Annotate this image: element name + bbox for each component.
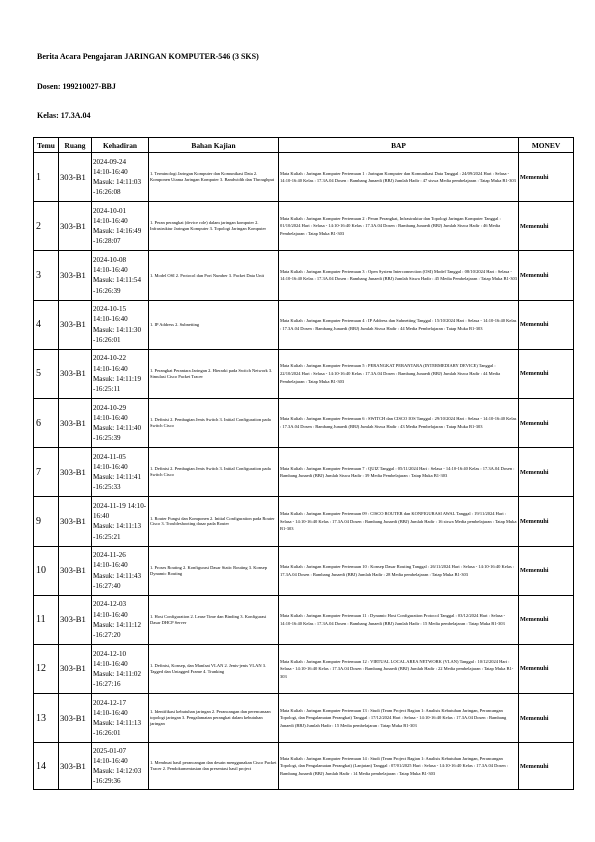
column-header-ruang: Ruang	[59, 138, 92, 153]
class-line: Kelas: 17.3A.04	[37, 111, 91, 120]
table-row	[34, 743, 574, 790]
cell-ruang: 303-B1	[59, 644, 92, 693]
cell-ruang: 303-B1	[59, 153, 92, 202]
cell-monev: Memenuhi	[519, 694, 574, 743]
cell-bap: Mata Kuliah : Jaringan Komputer Pertemuan 12 : VIRTUAL LOCAL AREA NETWORK (VLAN) Tanggal : 10/12/2024 Hari : Selasa - 14:10-16:40 Kelas : 17.3A.04 Dosen : Bambang Junaedi (BBJ) Jumlah Hadir : 22 Media pembelajaran : Tatap Muka B1-303	[279, 644, 519, 693]
cell-bap: Mata Kuliah : Jaringan Komputer Pertemuan 09 : CISCO ROUTER dan KONFIGURASI AWAL Tanggal : 19/11/2024 Hari : Selasa - 14:10-16:40 Kelas : 17.3A.04 Dosen : Bambang Junaedi (BBJ) Jumlah Hadir : 16 siswa Media pembelajaran : Tatap Muka B1-303	[279, 497, 519, 546]
cell-monev: Memenuhi	[519, 448, 574, 497]
cell-temu: 6	[34, 398, 59, 447]
cell-bap: Mata Kuliah : Jaringan Komputer Pertemuan 13 : Studi (Team Project Bagian 1: Analisis Kebutuhan Jaringan, Perancangan Topologi, dan Pengalamatan Perangkat) Tanggal : 17/12/2024 Hari : Selasa - 14:10-16:40 Kelas : 17.3A.04 Dosen : Bambang Junaedi (BBJ) Jumlah Hadir : 15 Media pembelajaran : Tatap Muka B1-303	[279, 694, 519, 743]
cell-bahan-kajian: 1. Proses Routing 2. Konfigurasi Dasar Static Routing 3. Konsep Dynamic Routing	[149, 546, 279, 595]
cell-ruang: 303-B1	[59, 694, 92, 743]
cell-ruang: 303-B1	[59, 202, 92, 251]
cell-bahan-kajian: 1. Model OSI 2. Protocol dan Port Number 3. Packet Data Unit	[149, 251, 279, 300]
table-row	[34, 153, 574, 202]
cell-ruang: 303-B1	[59, 251, 92, 300]
cell-temu: 9	[34, 497, 59, 546]
cell-kehadiran: 2024-10-15 14:10-16:40 Masuk: 14:11:30 -16:26:01	[92, 300, 149, 349]
cell-bahan-kajian: 1. Router Fungsi dan Komponen 2. Initial Configuration pada Router Cisco 3. Troubleshooting dasar pada Router	[149, 497, 279, 546]
cell-monev: Memenuhi	[519, 300, 574, 349]
cell-bap: Mata Kuliah : Jaringan Komputer Pertemuan 14 : Studi (Team Project Bagian 1: Analisis Kebutuhan Jaringan, Perancangan Topologi, dan Pengalamatan Perangkat) (Lanjutan) Tanggal : 07/01/2025 Hari : Selasa - 14:10-16:40 Kelas : 17.3A.04 Dosen : Bambang Junaedi (BBJ) Jumlah Hadir : 14 Media pembelajaran : Tatap Muka B1-303	[279, 743, 519, 790]
cell-monev: Memenuhi	[519, 644, 574, 693]
cell-ruang: 303-B1	[59, 497, 92, 546]
document-title: Berita Acara Pengajaran JARINGAN KOMPUTER-546 (3 SKS)	[37, 52, 259, 61]
table-row	[34, 546, 574, 595]
cell-kehadiran: 2025-01-07 14:10-16:40 Masuk: 14:12:03 -16:29:36	[92, 743, 149, 790]
table-row	[34, 694, 574, 743]
cell-kehadiran: 2024-10-22 14:10-16:40 Masuk: 14:11:19 -16:25:11	[92, 349, 149, 398]
cell-temu: 7	[34, 448, 59, 497]
column-header-temu: Temu	[34, 138, 59, 153]
cell-monev: Memenuhi	[519, 743, 574, 790]
cell-temu: 10	[34, 546, 59, 595]
cell-kehadiran: 2024-10-08 14:10-16:40 Masuk: 14:11:54 -16:26:39	[92, 251, 149, 300]
cell-kehadiran: 2024-12-17 14:10-16:40 Masuk: 14:11:13 -16:26:01	[92, 694, 149, 743]
cell-ruang: 303-B1	[59, 595, 92, 644]
table-row	[34, 251, 574, 300]
cell-ruang: 303-B1	[59, 448, 92, 497]
lecturer-line: Dosen: 199210027-BBJ	[37, 82, 116, 91]
cell-kehadiran: 2024-10-29 14:10-16:40 Masuk: 14:11:40 -16:25:39	[92, 398, 149, 447]
table-row	[34, 398, 574, 447]
cell-temu: 5	[34, 349, 59, 398]
teaching-record-table	[33, 137, 574, 790]
cell-monev: Memenuhi	[519, 497, 574, 546]
cell-ruang: 303-B1	[59, 743, 92, 790]
table-row	[34, 595, 574, 644]
cell-bap: Mata Kuliah : Jaringan Komputer Pertemuan 2 : Peran Perangkat, Infrastruktur dan Topologi Jaringan Komputer Tanggal : 01/10/2024 Hari : Selasa - 14:10-16:40 Kelas : 17.3A.04 Dosen : Bambang Junaedi (BBJ) Jumlah Siswa Hadir : 46 Media Pembelajaran : Tatap Muka B1-303	[279, 202, 519, 251]
cell-temu: 4	[34, 300, 59, 349]
cell-temu: 11	[34, 595, 59, 644]
cell-bahan-kajian: 1. Terminologi Jaringan Komputer dan Komunikasi Data 2. Komponen Utama Jaringan Komputer 3. Bandwidth dan Throughput	[149, 153, 279, 202]
cell-bahan-kajian: 1. Definisi 2. Pembagian Jenis Switch 3. Initial Configuration pada Switch Cisco	[149, 448, 279, 497]
cell-temu: 1	[34, 153, 59, 202]
column-header-kehadiran: Kehadiran	[92, 138, 149, 153]
cell-temu: 2	[34, 202, 59, 251]
table-row	[34, 349, 574, 398]
cell-kehadiran: 2024-10-01 14:10-16:40 Masuk: 14:16:49 -16:28:07	[92, 202, 149, 251]
cell-bahan-kajian: 1. Perangkat Perantara Jaringan 2. Hierarki pada Switch Network 3. Simulasi Cisco Packet Tracer	[149, 349, 279, 398]
cell-kehadiran: 2024-11-05 14:10-16:40 Masuk: 14:11:41 -16:25:33	[92, 448, 149, 497]
table-row	[34, 497, 574, 546]
cell-bahan-kajian: 1. Definisi, Konsep, dan Manfaat VLAN 2. Jenis-jenis VLAN 3. Tagged dan Untagged Frame 4. Trunking	[149, 644, 279, 693]
cell-kehadiran: 2024-12-10 14:10-16:40 Masuk: 14:11:02 -16:27:16	[92, 644, 149, 693]
cell-bap: Mata Kuliah : Jaringan Komputer Pertemuan 1 : Jaringan Komputer dan Komunikasi Data Tanggal : 24/09/2024 Hari : Selasa - 14:10-16:40 Kelas : 17.3A.04 Dosen : Bambang Junaedi (BBJ) Jumlah Hadir : 47 siswa Media pembelajaran : Tatap Muka B1-303	[279, 153, 519, 202]
cell-bahan-kajian: 1. Peran perangkat (device role) dalam jaringan komputer 2. Infrastruktur Jaringan Komputer 3. Topologi Jaringan Komputer	[149, 202, 279, 251]
cell-kehadiran: 2024-09-24 14:10-16:40 Masuk: 14:11:03 -16:26:08	[92, 153, 149, 202]
column-header-monev: MONEV	[519, 138, 574, 153]
cell-monev: Memenuhi	[519, 398, 574, 447]
cell-bap: Mata Kuliah : Jaringan Komputer Pertemuan 7 : QUIZ Tanggal : 05/11/2024 Hari : Selasa - 14:10-16:40 Kelas : 17.3A.04 Dosen : Bambang Junaedi (BBJ) Jumlah Siswa Hadir : 39 Media Pembelajaran : Tatap Muka B1-303	[279, 448, 519, 497]
table-row	[34, 202, 574, 251]
cell-kehadiran: 2024-11-26 14:10-16:40 Masuk: 14:11:43 -16:27:40	[92, 546, 149, 595]
table-header-row	[34, 138, 574, 153]
cell-monev: Memenuhi	[519, 595, 574, 644]
cell-bahan-kajian: 1. Host Configuration 2. Lease Time dan Binding 3. Konfigurasi Dasar DHCP Server	[149, 595, 279, 644]
cell-ruang: 303-B1	[59, 546, 92, 595]
table-row	[34, 448, 574, 497]
cell-bap: Mata Kuliah : Jaringan Komputer Pertemuan 6 : SWITCH dan CISCO IOS Tanggal : 29/10/2024 Hari : Selasa - 14:10-16:40 Kelas : 17.3A.04 Dosen : Bambang Junaedi (BBJ) Jumlah Siswa Hadir : 43 Media Pembelajaran : Tatap Muka B1-303	[279, 398, 519, 447]
cell-temu: 13	[34, 694, 59, 743]
cell-temu: 3	[34, 251, 59, 300]
cell-monev: Memenuhi	[519, 153, 574, 202]
cell-monev: Memenuhi	[519, 251, 574, 300]
cell-bahan-kajian: 1. Definisi 2. Pembagian Jenis Switch 3. Initial Configuration pada Switch Cisco	[149, 398, 279, 447]
cell-temu: 14	[34, 743, 59, 790]
cell-ruang: 303-B1	[59, 349, 92, 398]
cell-kehadiran: 2024-12-03 14:10-16:40 Masuk: 14:11:12 -16:27:20	[92, 595, 149, 644]
cell-monev: Memenuhi	[519, 202, 574, 251]
table-row	[34, 300, 574, 349]
cell-monev: Memenuhi	[519, 546, 574, 595]
cell-bap: Mata Kuliah : Jaringan Komputer Pertemuan 4 : IP Address dan Subnetting Tanggal : 15/10/2024 Hari : Selasa - 14:10-16:40 Kelas : 17.3A.04 Dosen : Bambang Junaedi (BBJ) Jumlah Siswa Hadir : 44 Media Pembelajaran : Tatap Muka B1-303	[279, 300, 519, 349]
cell-bahan-kajian: 1. Identifikasi kebutuhan jaringan 2. Perancangan dan perencanaan topologi jaringan 3. Pengalamatan perangkat dalam kebutuhan jaringan	[149, 694, 279, 743]
cell-bap: Mata Kuliah : Jaringan Komputer Pertemuan 3 : Open System Interconnection (OSI) Model Tanggal : 08/10/2024 Hari : Selasa - 14:10-16:40 Kelas : 17.3A.04 Dosen : Bambang Junaedi (BBJ) Jumlah Siswa Hadir : 45 Media Pembelajaran : Tatap Muka B1-303	[279, 251, 519, 300]
cell-bahan-kajian: 1. Membuat hasil perancangan dan desain menggunakan Cisco Packet Tracer 2. Pendokumentasian dan presentasi hasil project	[149, 743, 279, 790]
cell-temu: 12	[34, 644, 59, 693]
cell-bap: Mata Kuliah : Jaringan Komputer Pertemuan 5 : PERANGKAT PERANTARA (INTERMEDIARY DEVICE) Tanggal : 22/10/2024 Hari : Selasa - 14:10-16:40 Kelas : 17.3A.04 Dosen : Bambang Junaedi (BBJ) Jumlah Siswa Hadir : 44 Media Pembelajaran : Tatap Muka B1-303	[279, 349, 519, 398]
table-row	[34, 644, 574, 693]
cell-bap: Mata Kuliah : Jaringan Komputer Pertemuan 11 : Dynamic Host Configuration Protocol Tanggal : 03/12/2024 Hari : Selasa - 14:10-16:40 Kelas : 17.3A.04 Dosen : Bambang Junaedi (BBJ) Jumlah Hadir : 15 Media pembelajaran : Tatap Muka B1-303	[279, 595, 519, 644]
cell-bap: Mata Kuliah : Jaringan Komputer Pertemuan 10 : Konsep Dasar Routing Tanggal : 26/11/2024 Hari : Selasa - 14:10-16:40 Kelas : 17.3A.04 Dosen : Bambang Junaedi (BBJ) Jumlah Hadir : 28 Media pembelajaran : Tatap Muka B1-303	[279, 546, 519, 595]
cell-monev: Memenuhi	[519, 349, 574, 398]
cell-kehadiran: 2024-11-19 14:10-16:40 Masuk: 14:11:13 -16:25:21	[92, 497, 149, 546]
column-header-bap: BAP	[279, 138, 519, 153]
cell-ruang: 303-B1	[59, 398, 92, 447]
cell-ruang: 303-B1	[59, 300, 92, 349]
cell-bahan-kajian: 1. IP Address 2. Subnetting	[149, 300, 279, 349]
column-header-bahan-kajian: Bahan Kajian	[149, 138, 279, 153]
table-body	[34, 153, 574, 790]
